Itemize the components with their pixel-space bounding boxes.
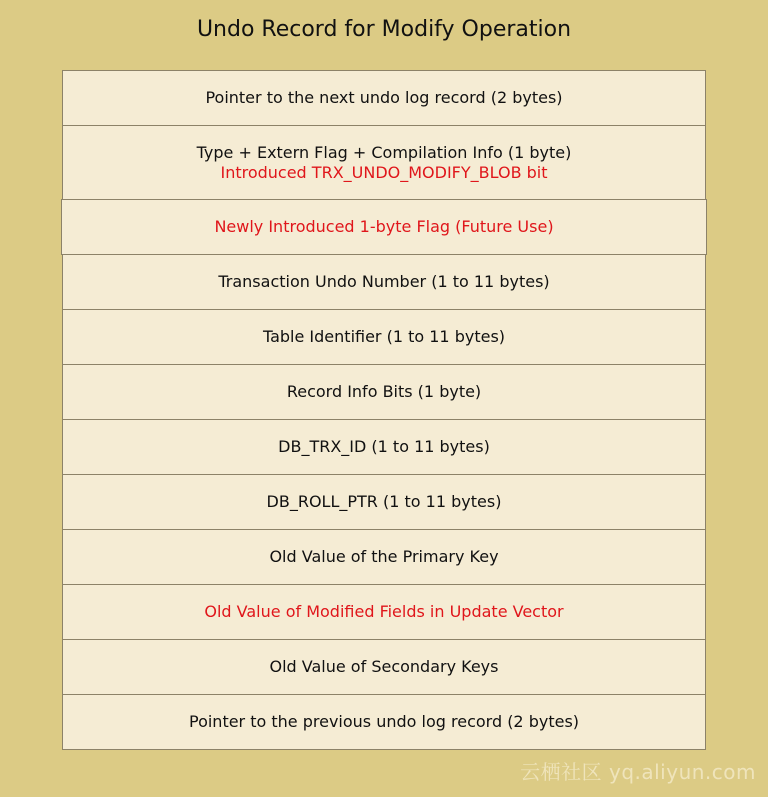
field-label: DB_ROLL_PTR (1 to 11 bytes) xyxy=(266,492,502,511)
field-label: Old Value of Secondary Keys xyxy=(269,657,499,676)
field-type-extern-flag xyxy=(62,125,706,200)
field-label-highlight: Old Value of Modified Fields in Update Vector xyxy=(204,602,564,621)
field-label: Old Value of the Primary Key xyxy=(269,547,499,566)
field-label: Type + Extern Flag + Compilation Info (1 byte) xyxy=(196,142,572,162)
field-label: Table Identifier (1 to 11 bytes) xyxy=(262,327,506,346)
field-label: Transaction Undo Number (1 to 11 bytes) xyxy=(218,272,550,291)
field-new-flag xyxy=(61,199,707,255)
undo-record-stack xyxy=(62,70,706,750)
field-db-trx-id xyxy=(62,419,706,475)
field-label: Pointer to the next undo log record (2 bytes) xyxy=(205,88,563,107)
field-next-record-pointer xyxy=(62,70,706,126)
field-label: Record Info Bits (1 byte) xyxy=(286,382,482,401)
field-table-identifier xyxy=(62,309,706,365)
field-label: DB_TRX_ID (1 to 11 bytes) xyxy=(278,437,490,456)
watermark: 云栖社区 yq.aliyun.com xyxy=(520,760,756,784)
diagram-title: Undo Record for Modify Operation xyxy=(196,17,572,42)
field-old-secondary-keys xyxy=(62,639,706,695)
field-previous-record-pointer xyxy=(62,694,706,750)
field-old-modified-fields xyxy=(62,584,706,640)
field-label: Pointer to the previous undo log record (2 bytes) xyxy=(188,712,580,731)
field-old-primary-key xyxy=(62,529,706,585)
field-db-roll-ptr xyxy=(62,474,706,530)
field-record-info-bits xyxy=(62,364,706,420)
field-note-highlight: Introduced TRX_UNDO_MODIFY_BLOB bit xyxy=(220,162,548,182)
field-transaction-undo-number xyxy=(62,254,706,310)
field-label-highlight: Newly Introduced 1-byte Flag (Future Use) xyxy=(214,217,554,236)
